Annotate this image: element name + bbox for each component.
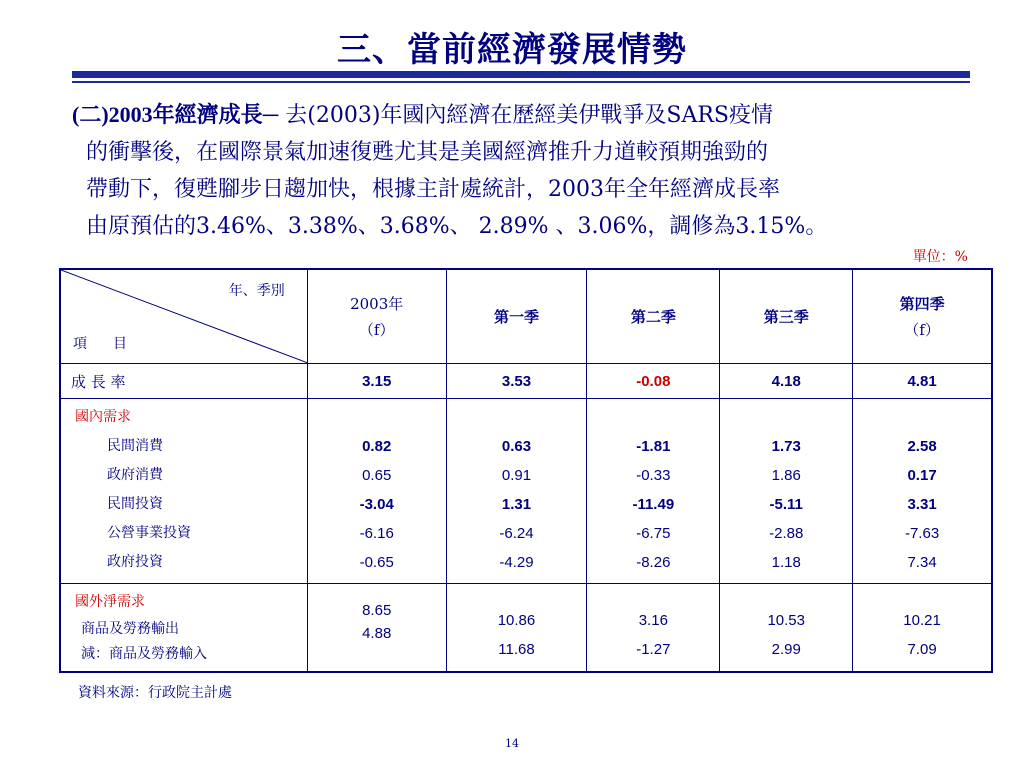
- domestic-demand-row: [60, 399, 992, 584]
- table-header-row: [60, 269, 992, 364]
- table-cell: 0.82: [362, 438, 392, 455]
- table-cell: 0.63: [501, 438, 532, 455]
- growth-value: 3.53: [446, 364, 587, 399]
- table-cell: -3.04: [359, 496, 394, 513]
- table-cell: 10.53: [767, 612, 805, 629]
- col-header-q3: [720, 269, 853, 364]
- col-header-line1: 第三季: [763, 307, 809, 326]
- col-header-line2: （f）: [904, 320, 940, 339]
- domestic-item-label: 政府投資: [107, 554, 163, 570]
- col-header-line2: （f）: [358, 320, 395, 339]
- growth-value: -0.08: [587, 364, 720, 399]
- paragraph-line-2: 的衝擊後，在國際景氣加速復甦尤其是美國經濟推升力道較預期強勁的: [86, 140, 769, 165]
- growth-table: [59, 268, 993, 673]
- table-cell: 1.31: [501, 496, 532, 513]
- external-demand-row: [60, 584, 992, 673]
- corner-top-label: 年、季別: [228, 283, 285, 299]
- paragraph-text: 去(2003)年國內經濟在歷經美伊戰爭及SARS疫情: [285, 103, 774, 128]
- table-cell: -4.29: [499, 554, 534, 571]
- external-values-2003: [307, 584, 446, 673]
- external-values-q4: [853, 584, 992, 673]
- table-cell: -6.16: [359, 525, 394, 542]
- domestic-values-2003: [307, 399, 446, 584]
- growth-rate-label: 成 長 率: [60, 364, 307, 399]
- domestic-item-label: 民間投資: [107, 496, 163, 512]
- domestic-item-label: 公營事業投資: [107, 525, 191, 541]
- external-values-q3: [720, 584, 853, 673]
- page-number: 14: [505, 737, 519, 750]
- col-header-line1: 第一季: [493, 307, 539, 326]
- growth-value: 3.15: [307, 364, 446, 399]
- table-cell: 2.58: [907, 438, 937, 455]
- col-header-q4: [853, 269, 992, 364]
- table-cell: 7.34: [907, 554, 937, 571]
- unit-label: 單位：%: [912, 249, 968, 265]
- table-cell: 3.31: [907, 496, 937, 513]
- col-header-2003: [307, 269, 446, 364]
- growth-value: 4.81: [853, 364, 992, 399]
- table-cell: -2.88: [769, 525, 804, 542]
- table-cell: 1.73: [771, 438, 801, 455]
- table-cell: 10.21: [903, 612, 941, 629]
- table-cell: 8.65: [362, 602, 392, 619]
- external-item-label: 商品及勞務輸出: [81, 621, 179, 637]
- table-cell: -1.81: [636, 438, 671, 455]
- external-values-q2: [587, 584, 720, 673]
- table-cell: 10.86: [497, 612, 536, 629]
- paragraph-heading: (二)2003年經濟成長─: [72, 102, 279, 127]
- corner-bottom-label: 項目: [73, 336, 153, 352]
- table-cell: -6.75: [636, 525, 671, 542]
- table-cell: 1.18: [771, 554, 801, 571]
- table-cell: -1.27: [636, 641, 671, 658]
- table-cell: 0.91: [501, 467, 532, 484]
- domestic-values-q1: [446, 399, 587, 584]
- table-cell: 0.65: [362, 467, 392, 484]
- growth-rate-row: [60, 364, 992, 399]
- table-cell: 3.16: [638, 612, 668, 629]
- domestic-category-label: 國內需求: [75, 409, 131, 425]
- external-labels: [60, 584, 307, 673]
- growth-value: 4.18: [720, 364, 853, 399]
- domestic-values-q3: [720, 399, 853, 584]
- col-header-line1: 第二季: [630, 307, 676, 326]
- table-cell: 7.09: [907, 641, 937, 658]
- external-category-label: 國外淨需求: [75, 594, 145, 610]
- col-header-line1: 第四季: [899, 294, 945, 313]
- paragraph-line-3: 帶動下，復甦腳步日趨加快，根據主計處統計，2003年全年經濟成長率: [86, 177, 780, 202]
- table-cell: -7.63: [904, 525, 940, 542]
- paragraph-line-1: [72, 96, 972, 134]
- table-cell: 0.17: [907, 467, 937, 484]
- table-cell: 4.88: [362, 625, 392, 642]
- corner-cell: [60, 269, 307, 364]
- source-note: 資料來源：行政院主計處: [78, 685, 232, 701]
- table-cell: -11.49: [632, 496, 675, 513]
- table-cell: -0.65: [359, 554, 394, 571]
- domestic-item-label: 民間消費: [107, 438, 163, 454]
- domestic-values-q2: [587, 399, 720, 584]
- external-values-q1: [446, 584, 587, 673]
- col-header-q2: [587, 269, 720, 364]
- external-item-label: 減：商品及勞務輸入: [81, 646, 207, 662]
- paragraph-line-4: 由原預估的3.46%、3.38%、3.68%、 2.89% 、3.06%，調修為3.15%。: [86, 214, 828, 239]
- domestic-item-label: 政府消費: [107, 467, 163, 483]
- title-rule-thin: [72, 81, 970, 83]
- table-cell: 1.86: [771, 467, 801, 484]
- table-cell: -6.24: [499, 525, 534, 542]
- domestic-values-q4: [853, 399, 992, 584]
- page-title: 三、當前經濟發展情勢: [337, 30, 687, 70]
- domestic-labels: [60, 399, 307, 584]
- col-header-line1: 2003年: [350, 294, 404, 313]
- table-cell: -5.11: [769, 496, 803, 513]
- table-cell: 11.68: [498, 641, 535, 658]
- col-header-q1: [446, 269, 587, 364]
- table-cell: 2.99: [771, 641, 801, 658]
- title-rule-thick: [72, 71, 970, 78]
- table-cell: -8.26: [636, 554, 671, 571]
- table-cell: -0.33: [636, 467, 671, 484]
- summary-paragraph: [72, 96, 972, 245]
